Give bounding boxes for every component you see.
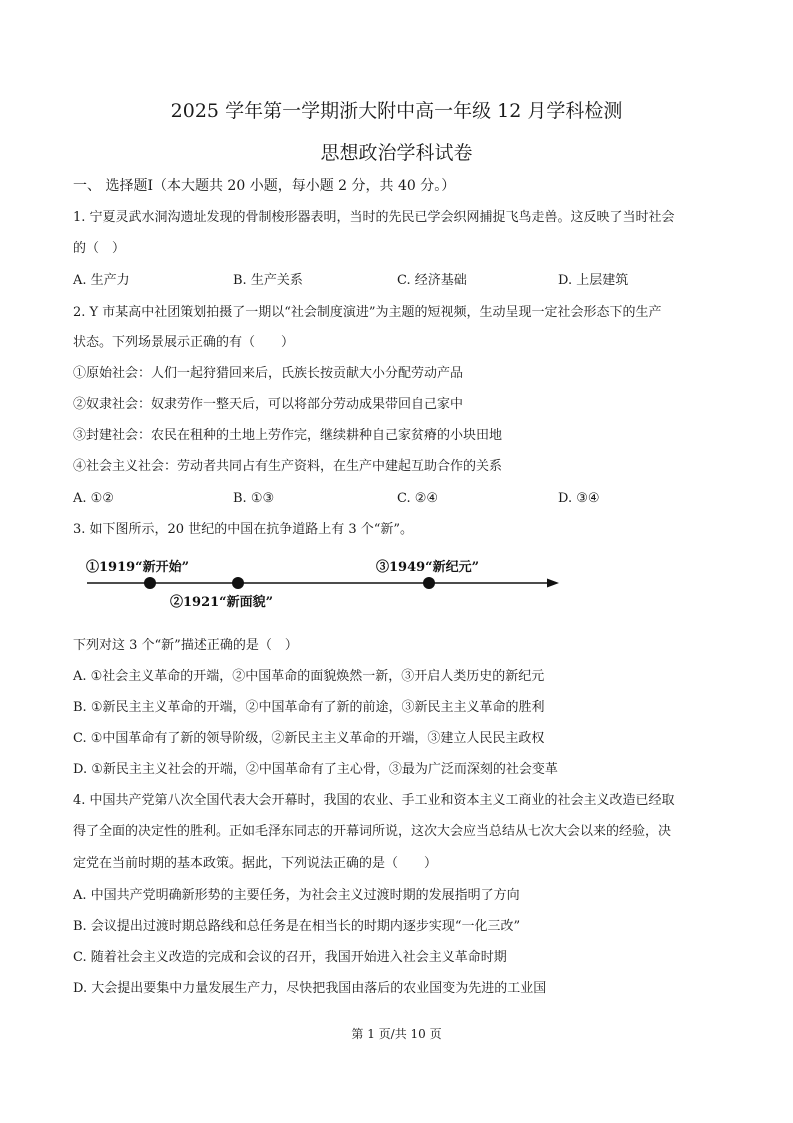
option-b: B. ①新民主主义革命的开端，②中国革命有了新的前途，③新民主主义革命的胜利 xyxy=(73,700,545,715)
option-c: C. ②④ xyxy=(397,491,439,506)
option-a: A. ①② xyxy=(73,491,114,506)
statement-item: ④社会主义社会：劳动者共同占有生产资料，在生产中建起互助合作的关系 xyxy=(73,459,503,474)
question-stem: 定党在当前时期的基本政策。据此，下列说法正确的是（ ） xyxy=(73,856,438,871)
option-a: A. 中国共产党明确新形势的主要任务，为社会主义过渡时期的发展指明了方向 xyxy=(73,888,520,903)
question-stem: 3. 如下图所示，20 世纪的中国在抗争道路上有 3 个“新”。 xyxy=(73,522,414,537)
option-d: D. ①新民主主义社会的开端，②中国革命有了主心骨，③最为广泛而深刻的社会变革 xyxy=(73,762,558,777)
timeline-label-1919: ①1919“新开始” xyxy=(86,560,190,575)
option-a: A. ①社会主义革命的开端，②中国革命的面貌焕然一新，③开启人类历史的新纪元 xyxy=(73,669,545,684)
exam-title-line1: 2025 学年第一学期浙大附中高一年级 12 月学科检测 xyxy=(170,100,623,122)
option-d: D. 大会提出要集中力量发展生产力，尽快把我国由落后的农业国变为先进的工业国 xyxy=(73,981,547,996)
option-c: C. ①中国革命有了新的领导阶级，②新民主主义革命的开端，③建立人民民主政权 xyxy=(73,731,545,746)
question-stem: 得了全面的决定性的胜利。正如毛泽东同志的开幕词所说，这次大会应当总结从七次大会以来的经验，决 xyxy=(73,824,672,839)
arrow-head-icon xyxy=(547,579,559,588)
option-b: B. 生产关系 xyxy=(233,273,303,288)
timeline-label-1949: ③1949“新纪元” xyxy=(376,560,480,575)
option-c: C. 随着社会主义改造的完成和会议的召开，我国开始进入社会主义革命时期 xyxy=(73,950,507,965)
question-stem: 状态。下列场景展示正确的有（ ） xyxy=(73,335,295,350)
page-number: 第 1 页/共 10 页 xyxy=(351,1027,442,1041)
question-stem: 4. 中国共产党第八次全国代表大会开幕时，我国的农业、手工业和资本主义工商业的社会主义改造已经取 xyxy=(73,793,675,808)
timeline-label-1921: ②1921“新面貌” xyxy=(170,595,274,610)
timeline-figure xyxy=(82,552,572,614)
option-d: D. ③④ xyxy=(558,491,600,506)
statement-item: ③封建社会：农民在租种的土地上劳作完，继续耕种自己家贫瘠的小块田地 xyxy=(73,428,503,443)
option-a: A. 生产力 xyxy=(73,273,130,288)
question-stem: 的（ ） xyxy=(73,241,126,256)
question-prompt: 下列对这 3 个“新”描述正确的是（ ） xyxy=(73,638,298,653)
statement-item: ②奴隶社会：奴隶劳作一整天后，可以将部分劳动成果带回自己家中 xyxy=(73,397,464,412)
option-b: B. 会议提出过渡时期总路线和总任务是在相当长的时期内逐步实现“一化三改” xyxy=(73,919,521,934)
timeline-dot-1919 xyxy=(144,577,156,589)
section-header: 一、 选择题Ⅰ（本大题共 20 小题，每小题 2 分，共 40 分。） xyxy=(73,178,456,194)
option-d: D. 上层建筑 xyxy=(558,273,629,288)
timeline-dot-1921 xyxy=(232,577,244,589)
option-b: B. ①③ xyxy=(233,491,275,506)
timeline-dot-1949 xyxy=(423,577,435,589)
exam-title-line2: 思想政治学科试卷 xyxy=(320,142,473,164)
question-stem: 1. 宁夏灵武水洞沟遗址发现的骨制梭形器表明，当时的先民已学会织网捕捉飞鸟走兽。这反映了当时社会 xyxy=(73,210,675,225)
statement-item: ①原始社会：人们一起狩猎回来后，氏族长按贡献大小分配劳动产品 xyxy=(73,366,464,381)
option-c: C. 经济基础 xyxy=(397,273,467,288)
question-stem: 2. Y 市某高中社团策划拍摄了一期以“社会制度演进”为主题的短视频，生动呈现一定社会形态下的生产 xyxy=(73,305,662,320)
